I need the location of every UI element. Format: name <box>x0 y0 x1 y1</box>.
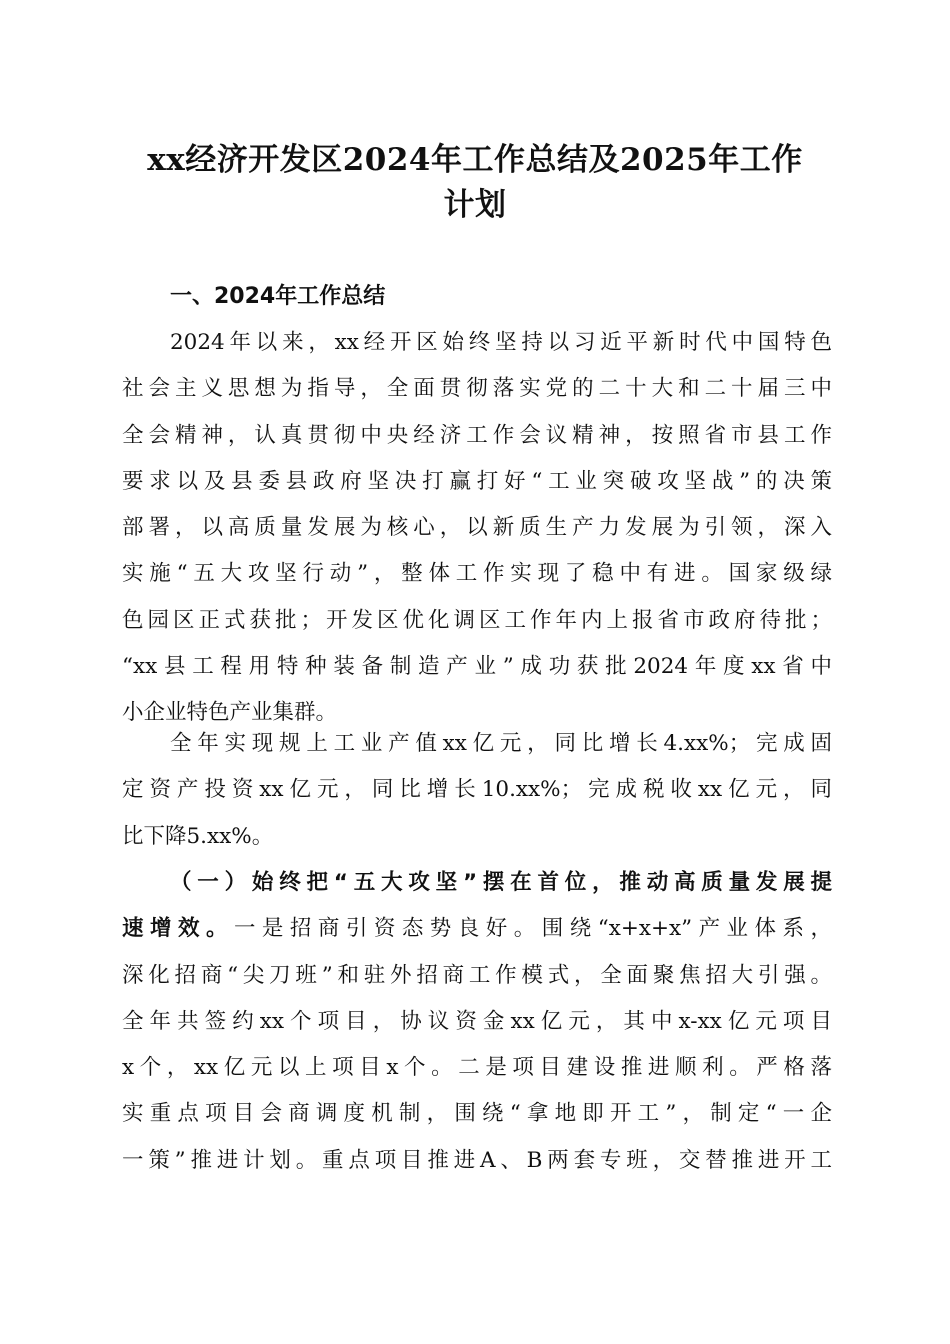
paragraph-line: 全会精神，认真贯彻中央经济工作会议精神，按照省市县工作 <box>122 422 832 448</box>
paragraph-line: 深化招商“尖刀班”和驻外招商工作模式，全面聚焦招大引强。 <box>122 962 832 988</box>
paragraph-section-one <box>122 860 832 1184</box>
paragraph-line: 部署，以高质量发展为核心，以新质生产力发展为引领，深入 <box>122 515 832 541</box>
paragraph-line: 实重点项目会商调度机制，围绕“拿地即开工”，制定“一企 <box>122 1101 832 1127</box>
document-title-line-2: 计划 <box>443 187 507 223</box>
document-title-line-1: xx经济开发区2024年工作总结及2025年工作 <box>147 142 803 178</box>
paragraph-line: 色园区正式获批；开发区优化调区工作年内上报省市政府待批； <box>122 607 832 633</box>
section-heading: 一、2024年工作总结 <box>170 284 386 309</box>
paragraph-line: 全年实现规上工业产值xx亿元，同比增长4.xx%；完成固 <box>170 731 832 756</box>
paragraph-line: 要求以及县委县政府坚决打赢打好“工业突破攻坚战”的决策 <box>122 468 832 494</box>
paragraph-line <box>122 860 832 906</box>
paragraph-line: 一策”推进计划。重点项目推进A、B两套专班，交替推进开工 <box>122 1147 832 1173</box>
paragraph-line: 小企业特色产业集群。 <box>122 700 338 726</box>
paragraph-line: 比下降5.xx%。 <box>122 823 274 849</box>
paragraph-line: 全年共签约xx个项目，协议资金xx亿元，其中x-xx亿元项目 <box>122 1008 832 1034</box>
document-title <box>110 138 840 228</box>
paragraph-line <box>122 906 832 952</box>
paragraph-overview <box>122 320 832 737</box>
paragraph-text: 一是招商引资态势良好。围绕“x+x+x”产业体系， <box>233 916 832 942</box>
paragraph-line: 2024年以来，xx经开区始终坚持以习近平新时代中国特色 <box>170 330 832 355</box>
paragraph-line: “xx县工程用特种装备制造产业”成功获批2024年度xx省中 <box>122 654 832 680</box>
paragraph-indicators <box>122 721 832 860</box>
paragraph-line: 实施“五大攻坚行动”，整体工作实现了稳中有进。国家级绿 <box>122 561 832 587</box>
subsection-heading: （一）始终把“五大攻坚”摆在首位，推动高质量发展提 <box>170 870 832 895</box>
paragraph-line: x个，xx亿元以上项目x个。二是项目建设推进顺利。严格落 <box>122 1055 832 1081</box>
subsection-heading-cont: 速增效。 <box>122 916 234 942</box>
paragraph-line: 社会主义思想为指导，全面贯彻落实党的二十大和二十届三中 <box>122 376 832 402</box>
paragraph-line: 定资产投资xx亿元，同比增长10.xx%；完成税收xx亿元，同 <box>122 777 832 803</box>
